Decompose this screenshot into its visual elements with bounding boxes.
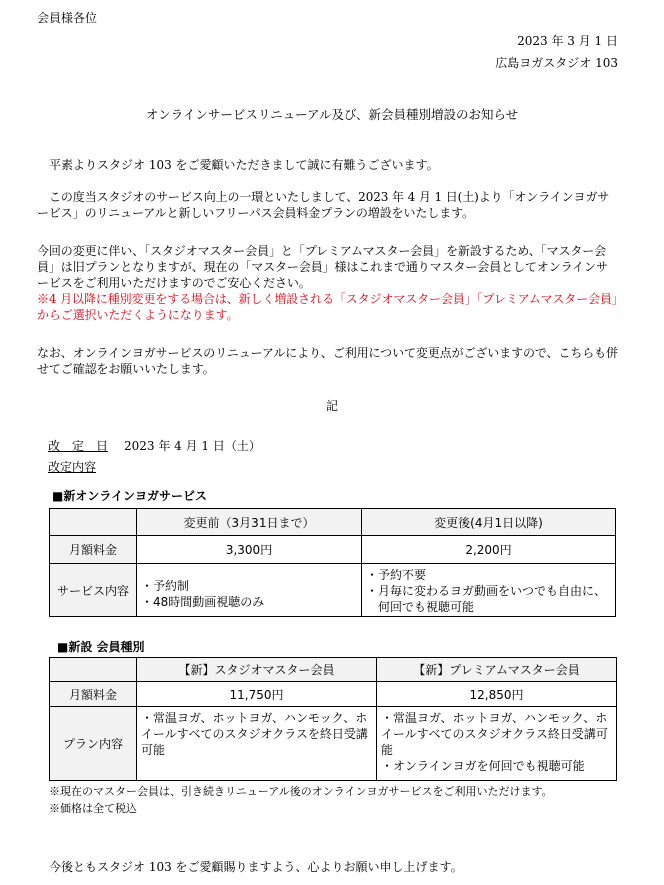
- membership-heading: ■新設 会員種別: [57, 640, 145, 654]
- table-corner: [50, 509, 137, 536]
- col-premium: 【新】プレミアムマスター会員: [377, 658, 617, 682]
- fee-before: 3,300円: [137, 536, 362, 564]
- revision-content-label: 改定内容: [48, 460, 97, 474]
- online-service-table: [49, 508, 616, 617]
- membership-table: [49, 657, 617, 781]
- list-item: ・48時間動画視聴のみ: [141, 595, 265, 609]
- plan-premium-text-2: ・オンラインヨガを何回でも視聴可能: [381, 759, 585, 773]
- sender: 広島ヨガスタジオ 103: [495, 56, 618, 70]
- fee-after: 2,200円: [362, 536, 616, 564]
- fee-studio: 11,750円: [137, 682, 377, 707]
- document-date: 2023 年 3 月 1 日: [517, 34, 618, 48]
- list-item: ・月毎に変わるヨガ動画をいつでも自由に、何回でも視聴可能: [366, 584, 607, 614]
- content-after: [362, 564, 616, 617]
- col-after: 変更後(4月1日以降): [362, 509, 616, 536]
- row-content-label: サービス内容: [50, 564, 137, 617]
- online-service-heading: ■新オンラインヨガサービス: [52, 489, 207, 503]
- plan-studio: [137, 707, 377, 781]
- row-fee-label: 月額料金: [50, 536, 137, 564]
- change-paragraph: 今回の変更に伴い、「スタジオマスター会員」と「プレミアムマスター会員」を新設するため、「マスター会員」は旧プランとなりますが、現在の「マスター会員」様はこれまで通りマスター会員としてオンラインサービスをご利用いただけますのでご安心ください。: [37, 244, 608, 290]
- list-item: ・予約不要: [366, 568, 427, 582]
- page-title: オンラインサービスリニューアル及び、新会員種別増設のお知らせ: [145, 107, 519, 122]
- plan-premium-text-1: ・常温ヨガ、ホットヨガ、ハンモック、ホイールすべてのスタジオクラス終日受講可能: [381, 711, 608, 757]
- notice-red-paragraph: ※4 月以降に種別変更をする場合は、新しく増設される「スタジオマスター会員」「プレミアムマスター会員」からご選択いただくようになります。: [37, 292, 618, 322]
- revision-date-value: 2023 年 4 月 1 日（土）: [124, 439, 261, 453]
- row-plan-label: プラン内容: [50, 707, 137, 781]
- col-before: 変更前（3月31日まで）: [137, 509, 362, 536]
- announcement-paragraph: この度当スタジオのサービス向上の一環といたしまして、2023 年 4 月 1 日(土)より「オンラインヨガサービス」のリニューアルと新しいフリーパス会員料金プランの増設をいたします。: [37, 190, 610, 220]
- note-tax-included: ※価格は全て税込: [49, 802, 137, 815]
- row-fee-label: 月額料金: [50, 682, 137, 707]
- ki-heading: 記: [325, 399, 338, 413]
- col-studio: 【新】スタジオマスター会員: [137, 658, 377, 682]
- fee-premium: 12,850円: [377, 682, 617, 707]
- content-before: [137, 564, 362, 617]
- closing-line: 今後ともスタジオ 103 をご愛顧賜りますよう、心よりお願い申し上げます。: [49, 860, 463, 874]
- note-master-members: ※現在のマスター会員は、引き続きリニューアル後のオンラインヨガサービスをご利用いただけます。: [49, 785, 553, 798]
- list-item: ・予約制: [141, 579, 190, 593]
- addressee: 会員様各位: [37, 11, 98, 25]
- revision-date-label: 改 定 日: [48, 439, 109, 453]
- table-corner: [50, 658, 137, 682]
- confirmation-paragraph: なお、オンラインヨガサービスのリニューアルにより、ご利用について変更点がございますので、こちらも併せてご確認をお願いいたします。: [37, 346, 618, 376]
- plan-studio-text: ・常温ヨガ、ホットヨガ、ハンモック、ホイールすべてのスタジオクラスを終日受講可能: [141, 711, 368, 757]
- plan-premium: [377, 707, 617, 781]
- greeting-paragraph: 平素よりスタジオ 103 をご愛顧いただきまして誠に有難うございます。: [49, 158, 439, 172]
